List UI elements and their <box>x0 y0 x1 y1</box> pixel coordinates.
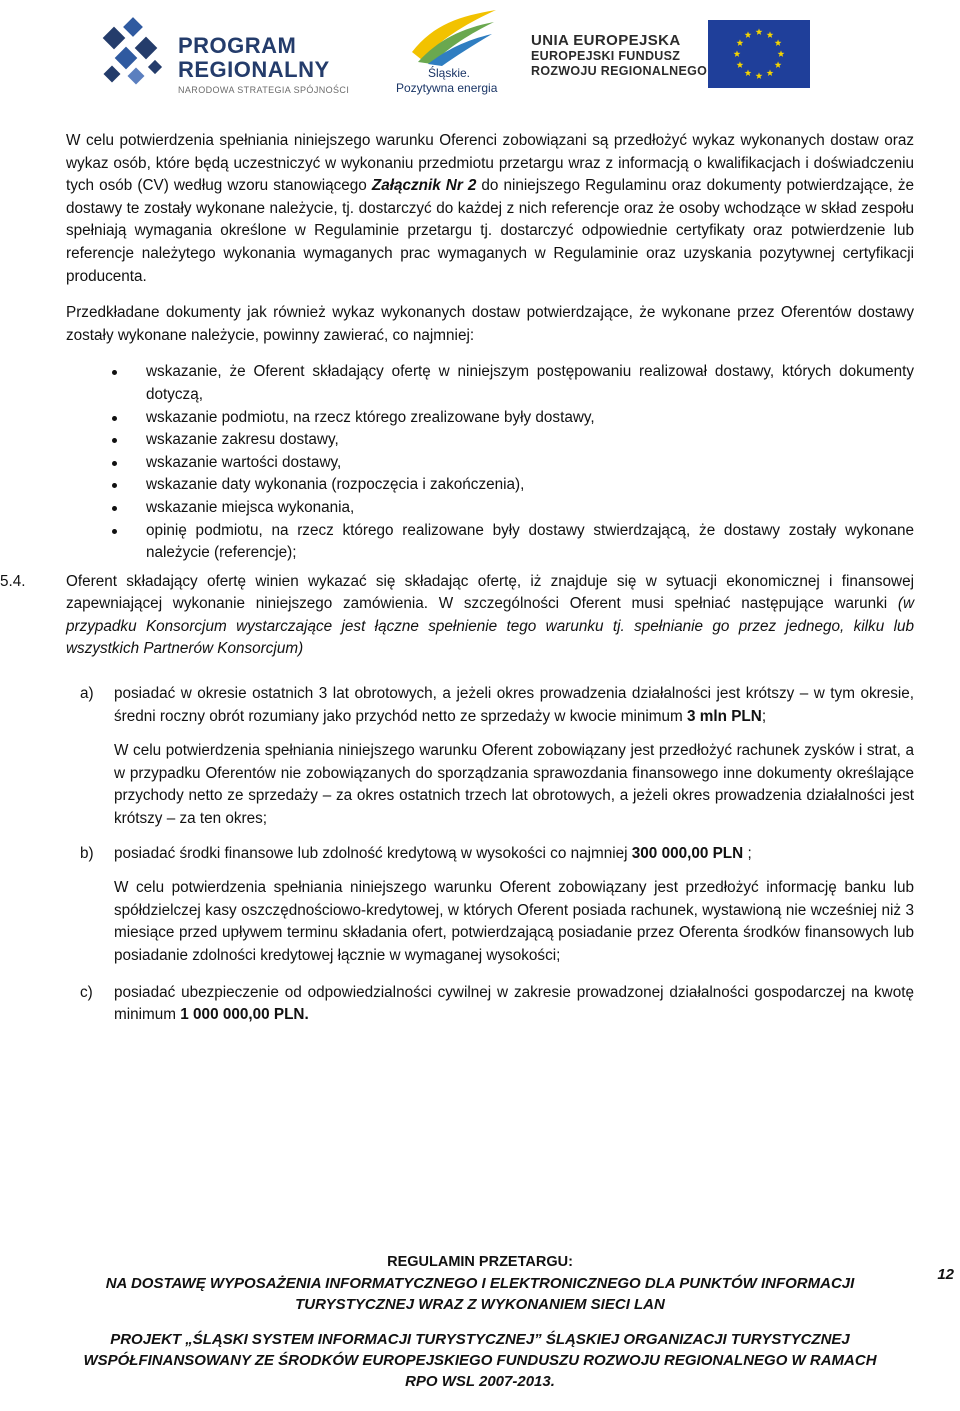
attachment-reference: Załącznik Nr 2 <box>371 177 477 195</box>
program-subtitle: NARODOWA STRATEGIA SPÓJNOŚCI <box>178 85 350 95</box>
footer-project-line3: RPO WSL 2007-2013. <box>405 1373 555 1390</box>
slaskie-name: Śląskie. <box>428 66 471 80</box>
section-5-4: 5.4. Oferent składający ofertę winien wykazać się składając ofertę, iż znajduje się w sytuacji ekonomicznej i finansowej zapewniającej wykonanie niniejszego zamówienia. W szczególności Oferent musi spełniać następujące warunki (w przypadku Konsorcjum wystarczające jest łączne spełnienie tego warunku tj. spełnianie go przez jednego, kilku lub wszystkich Partnerów Konsorcjum) <box>0 572 914 658</box>
slaskie-logo <box>390 6 510 102</box>
condition-item-a: a) posiadać w okresie ostatnich 3 lat obrotowych, a jeżeli okres prowadzenia działalności jest krótszy – w tym okresie, średni roczny obrót rozumiany jako przychód netto ze sprzedaży w kwocie minimum 3 mln PLN; W celu potwierdzenia spełniania niniejszego warunku Oferent zobowiązany jest przedłożyć rachunek zysków i strat, a w przypadku Oferentów nie zobowiązanych do sporządzania sprawozdania finansowego inne dokumenty określające przychody netto ze sprzedaży – za okres ostatnich trzech lat obrotowych, a jeżeli okres prowadzenia działalności jest krótszy – za ten okres; <box>66 683 914 831</box>
condition-note: W celu potwierdzenia spełniania niniejszego warunku Oferent zobowiązany jest przedłożyć informację banku lub spółdzielczej kasy oszczędnościowo-kredytowej, w których Oferent posiada rachunek, wystawioną nie wcześniej niż 3 miesiące przed upływem terminu składania ofert, potwierdzającą posiadanie przez Oferenta środków finansowych lub posiadanie zdolności kredytowej łącznie w wymaganej wysokości; <box>114 879 914 964</box>
page-number: 12 <box>937 1266 954 1283</box>
program-regionalny-mark-icon <box>96 14 176 94</box>
condition-item-b: b) posiadać środki finansowe lub zdolność kredytową w wysokości co najmniej 300 000,00 PLN ; W celu potwierdzenia spełniania niniejszego warunku Oferent zobowiązany jest przedłożyć informację banku lub spółdzielczej kasy oszczędnościowo-kredytowej, w których Oferent posiada rachunek, wystawioną nie wcześniej niż 3 miesiące przed upływem terminu składania ofert, potwierdzającą posiadanie przez Oferenta środków finansowych lub posiadanie zdolności kredytowej łącznie w wymaganej wysokości; <box>66 843 914 968</box>
page-header <box>0 0 960 110</box>
condition-note: W celu potwierdzenia spełniania niniejszego warunku Oferent zobowiązany jest przedłożyć rachunek zysków i strat, a w przypadku Oferentów nie zobowiązanych do sporządzania sprawozdania finansowego inne dokumenty określające przychody netto ze sprzedaży – za okres ostatnich trzech lat obrotowych, a jeżeli okres prowadzenia działalności jest krótszy – za ten okres; <box>114 742 914 828</box>
eu-logo <box>525 20 945 100</box>
condition-item-c: c) posiadać ubezpieczenie od odpowiedzialności cywilnej w zakresie prowadzonej działalności gospodarczej na kwotę minimum 1 000 000,00 PLN. <box>80 983 914 1024</box>
footer-subject-line2: TURYSTYCZNEJ WRAZ Z WYKONANIEM SIECI LAN <box>295 1296 665 1313</box>
eu-fund-line1: EUROPEJSKI FUNDUSZ <box>531 49 681 63</box>
list-item: wskazanie daty wykonania (rozpoczęcia i zakończenia), <box>146 474 914 497</box>
list-item: wskazanie podmiotu, na rzecz którego zrealizowane były dostawy, <box>146 407 914 430</box>
list-item: wskazanie, że Oferent składający ofertę w niniejszym postępowaniu realizował dostawy, których dokumenty dotyczą, <box>146 361 914 406</box>
footer-subject-line1: NA DOSTAWĘ WYPOSAŻENIA INFORMATYCZNEGO I ELEKTRONICZNEGO DLA PUNKTÓW INFORMACJI <box>105 1275 855 1292</box>
footer-project-line1: PROJEKT „ŚLĄSKI SYSTEM INFORMACJI TURYSTYCZNEJ” ŚLĄSKIEJ ORGANIZACJI TURYSTYCZNEJ <box>110 1331 850 1348</box>
slaskie-slogan: Pozytywna energia <box>396 81 498 95</box>
list-item: wskazanie zakresu dostawy, <box>146 429 914 452</box>
page-footer <box>0 1252 960 1392</box>
footer-project-line2: WSPÓŁFINANSOWANY ZE ŚRODKÓW EUROPEJSKIEGO FUNDUSZU ROZWOJU REGIONALNEGO W RAMACH <box>83 1352 877 1369</box>
document-body <box>0 130 914 1039</box>
list-item: opinię podmiotu, na rzecz którego realizowane były dostawy stwierdzającą, że dostawy zostały wykonane należycie (referencje); <box>146 520 914 565</box>
conditions-list <box>66 683 914 1027</box>
requirements-bullet-list <box>66 361 914 564</box>
consortium-note: (w przypadku Konsorcjum wystarczające jest łączne spełnienie tego warunku tj. spełnianie go przez jednego, kilku lub wszystkich Partnerów Konsorcjum) <box>66 595 914 658</box>
paragraph-documents: Przedkładane dokumenty jak również wykaz wykonanych dostaw potwierdzające, że wykonane przez Oferentów dostawy zostały wykonane należycie, powinny zawierać, co najmniej: <box>66 304 914 344</box>
list-item: wskazanie miejsca wykonania, <box>146 497 914 520</box>
program-title-line1: PROGRAM <box>178 33 297 58</box>
eu-fund-line2: ROZWOJU REGIONALNEGO <box>531 64 708 78</box>
list-item: wskazanie wartości dostawy, <box>146 452 914 475</box>
paragraph-requirements: W celu potwierdzenia spełniania niniejszego warunku Oferenci zobowiązani są przedłożyć wykaz wykonanych dostaw oraz wykaz osób, które będą uczestniczyć w wykonaniu przedmiotu przetargu wraz z informacją o kwalifikacjach i doświadczeniu tych osób (CV) według wzoru stanowiącego Załącznik Nr 2 do niniejszego Regulaminu oraz dokumenty potwierdzające, że dostawy te zostały wykonane należycie, tj. dostarczyć do każdej z nich referencje oraz że osoby wchodzące w skład zespołu spełniają wymagania określone w Regulaminie przetargu tj. dostarczyć odpowiednie certyfikaty oraz potwierdzenie lub referencje należytego wykonania wymaganych prac wymaganych w Regulaminie oraz uzyskania pozytywnej certyfikacji producenta. <box>66 132 914 285</box>
program-title-line2: REGIONALNY <box>178 57 330 82</box>
slaskie-swoosh-icon <box>408 6 500 66</box>
program-regionalny-logo <box>96 10 376 100</box>
eu-flag-icon <box>708 20 810 88</box>
footer-title: REGULAMIN PRZETARGU: <box>387 1254 573 1270</box>
section-number: 5.4. <box>0 572 26 590</box>
eu-name: UNIA EUROPEJSKA <box>531 32 681 49</box>
